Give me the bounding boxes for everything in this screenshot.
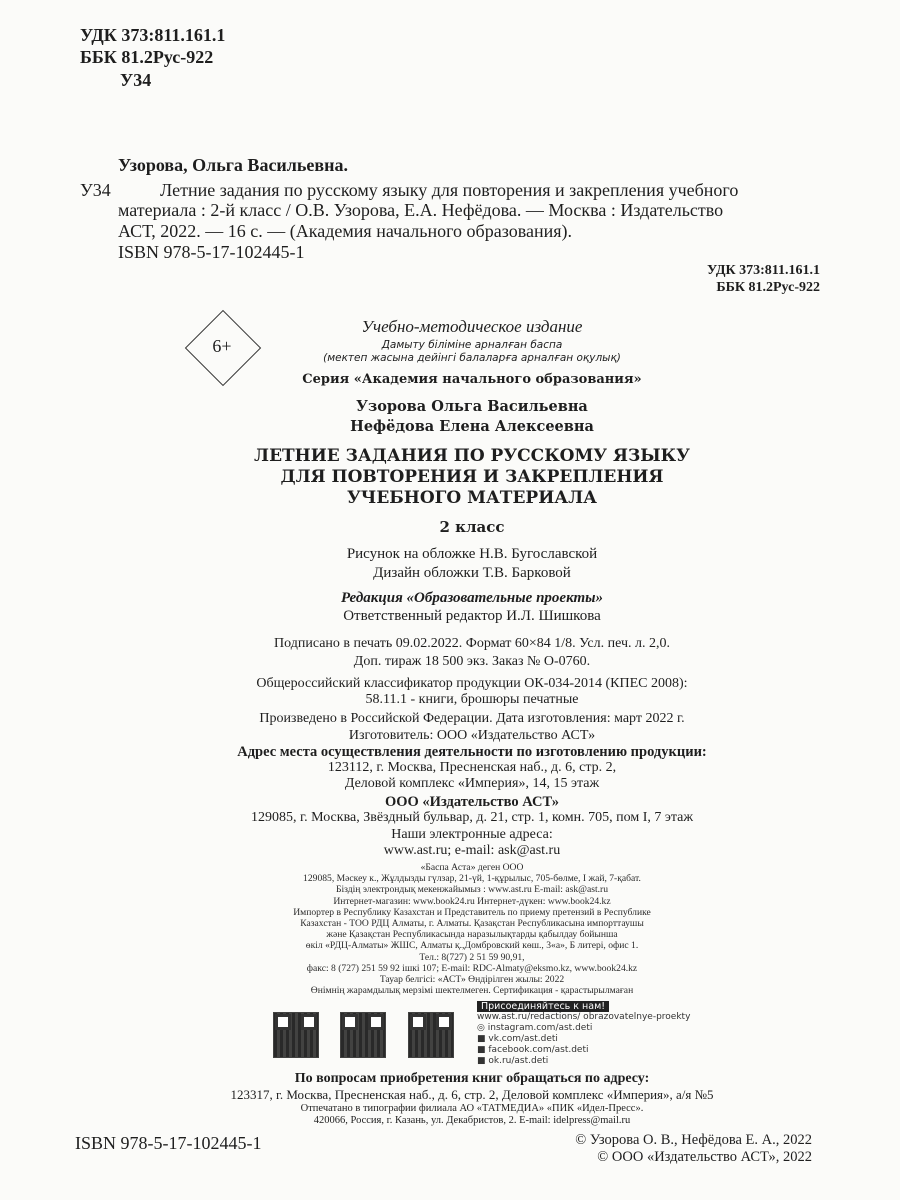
instagram-icon: ◎ xyxy=(477,1023,485,1033)
copyright-authors: © Узорова О. В., Нефёдова Е. А., 2022 xyxy=(575,1132,812,1148)
facebook-icon: ■ xyxy=(477,1045,486,1055)
kz-line: Казахстан - ТОО РДЦ Алматы, г. Алматы. Қазақстан Республикасына импорттаушы xyxy=(300,917,644,929)
biblio-code: У34 xyxy=(80,180,111,200)
footer-isbn: ISBN 978-5-17-102445-1 xyxy=(75,1133,262,1153)
qr-code[interactable] xyxy=(273,1012,319,1058)
social-link-text: instagram.com/ast.deti xyxy=(487,1023,593,1033)
online-addresses: www.ast.ru; e-mail: ask@ast.ru xyxy=(383,843,561,858)
udk-code: УДК 373:811.161.1 xyxy=(80,25,226,45)
purchase-title: По вопросам приобретения книг обращаться по адресу: xyxy=(294,1071,650,1086)
author-2: Нефёдова Елена Алексеевна xyxy=(350,418,594,435)
classifier: 58.11.1 - книги, брошюры печатные xyxy=(365,692,579,707)
printed-by: 420066, Россия, г. Казань, ул. Декабристов, 2. E-mail: idelpress@mail.ru xyxy=(313,1115,631,1126)
social-link[interactable] xyxy=(477,1034,690,1045)
series: Серия «Академия начального образования» xyxy=(302,372,642,387)
cover-art-credit: Рисунок на обложке Н.В. Бугославской xyxy=(346,546,598,562)
ok-icon: ■ xyxy=(477,1056,486,1066)
biblio-line: Летние задания по русскому языку для повторения и закрепления учебного xyxy=(160,180,739,200)
grade: 2 класс xyxy=(439,518,505,536)
purchase-address: 123317, г. Москва, Пресненская наб., д. 6, стр. 2, Деловой комплекс «Империя», а/я №5 xyxy=(230,1087,714,1102)
kz-line: Өнімнің жарамдылық мерзімі шектелмеген. Сертификация - қарастырылмаған xyxy=(310,985,634,997)
biblio-isbn: ISBN 978-5-17-102445-1 xyxy=(118,242,305,262)
address-title: Адрес места осуществления деятельности по изготовлению продукции: xyxy=(237,744,707,760)
kz-line: өкіл «РДЦ-Алматы» ЖШС, Алматы қ.,Домбровский көш., 3«а», Б литері, офис 1. xyxy=(305,940,639,952)
produced: Произведено в Российской Федерации. Дата изготовления: март 2022 г. xyxy=(259,711,685,726)
editorial-office: Редакция «Образовательные проекты» xyxy=(340,590,604,606)
publisher-address: 129085, г. Москва, Звёздный бульвар, д. 21, стр. 1, комн. 705, пом I, 7 этаж xyxy=(250,810,694,825)
kz-line: Тел.: 8(727) 2 51 59 90,91, xyxy=(419,951,525,963)
publisher: ООО «Издательство АСТ» xyxy=(384,794,560,810)
classifier: Общероссийский классификатор продукции ОК-034-2014 (КПЕС 2008): xyxy=(256,676,688,691)
book-title: УЧЕБНОГО МАТЕРИАЛА xyxy=(347,488,597,508)
printed-by: Отпечатано в типографии филиала АО «ТАТМЕДИА» «ПИК «Идел-Пресс». xyxy=(300,1103,644,1114)
social-link[interactable] xyxy=(477,1056,690,1067)
social-link-text: facebook.com/ast.deti xyxy=(488,1045,589,1055)
social-link-text: vk.com/ast.deti xyxy=(488,1034,558,1044)
author-sign: У34 xyxy=(120,70,152,90)
address-line: Деловой комплекс «Империя», 14, 15 этаж xyxy=(344,776,600,791)
print-signed: Подписано в печать 09.02.2022. Формат 60×84 1/8. Усл. печ. л. 2,0. xyxy=(274,636,670,651)
cover-design-credit: Дизайн обложки Т.В. Барковой xyxy=(373,565,571,581)
kz-line: Импортер в Республику Казахстан и Представитель по приему претензий в Республике xyxy=(293,906,651,918)
kz-line: және Қазақстан Республикасында наразылықтарды қабылдау бойынша xyxy=(326,929,618,941)
biblio-line: АСТ, 2022. — 16 с. — (Академия начального образования). xyxy=(118,221,572,241)
online-title: Наши электронные адреса: xyxy=(391,827,553,842)
kz-line: факс: 8 (727) 251 59 92 ішкі 107; E-mail: RDC-Almaty@eksmo.kz, www.book24.kz xyxy=(306,962,638,974)
book-title: ЛЕТНИЕ ЗАДАНИЯ ПО РУССКОМУ ЯЗЫКУ xyxy=(254,446,690,466)
social-block xyxy=(477,1001,690,1067)
kz-line: Тауар белгісі: «АСТ» Өндірілген жылы: 2022 xyxy=(379,973,565,985)
manufacturer: Изготовитель: ООО «Издательство АСТ» xyxy=(348,728,596,743)
qr-code[interactable] xyxy=(408,1012,454,1058)
vk-icon: ■ xyxy=(477,1034,486,1044)
copyright-publisher: © ООО «Издательство АСТ», 2022 xyxy=(597,1149,812,1165)
print-run: Доп. тираж 18 500 экз. Заказ № О-0760. xyxy=(353,654,591,669)
age-rating: 6+ xyxy=(212,336,232,356)
qr-code[interactable] xyxy=(340,1012,386,1058)
editor: Ответственный редактор И.Л. Шишкова xyxy=(343,608,601,624)
kz-edition-line: Дамыту біліміне арналған баспа xyxy=(381,339,563,351)
social-link[interactable] xyxy=(477,1045,690,1056)
biblio-udk: УДК 373:811.161.1 xyxy=(706,263,820,278)
biblio-bbk: ББК 81.2Рус-922 xyxy=(716,280,820,295)
kz-line: Интернет-магазин: www.book24.ru Интернет-дүкен: www.book24.kz xyxy=(333,895,611,907)
kz-line: «Баспа Аста» деген ООО xyxy=(420,862,524,873)
biblio-author: Узорова, Ольга Васильевна. xyxy=(118,155,349,175)
author-1: Узорова Ольга Васильевна xyxy=(356,398,588,415)
biblio-line: материала : 2-й класс / О.В. Узорова, Е.А. Нефёдова. — Москва : Издательство xyxy=(118,200,724,220)
kz-info-block xyxy=(172,862,772,996)
social-link[interactable] xyxy=(477,1023,690,1034)
edition-type: Учебно-методическое издание xyxy=(361,317,583,336)
kz-line: 129085, Мәскеу к., Жұлдызды гүлзар, 21-үй, 1-құрылыс, 705-бөлме, I жай, 7-қабат. xyxy=(303,873,641,885)
address-line: 123112, г. Москва, Пресненская наб., д. 6, стр. 2, xyxy=(327,760,617,775)
social-site-link[interactable]: www.ast.ru/redactions/ obrazovatelnye-proekty xyxy=(477,1012,691,1022)
join-us-heading: Присоединяйтесь к нам! xyxy=(477,1001,609,1012)
book-title: ДЛЯ ПОВТОРЕНИЯ И ЗАКРЕПЛЕНИЯ xyxy=(280,467,664,487)
kz-edition-line: (мектеп жасына дейінгі балаларға арналған оқулық) xyxy=(323,352,621,364)
social-link-text: ok.ru/ast.deti xyxy=(488,1056,549,1066)
bbk-code: ББК 81.2Рус-922 xyxy=(80,47,214,67)
kz-line: Біздің электрондық мекенжайымыз : www.ast.ru E-mail: ask@ast.ru xyxy=(335,884,609,896)
